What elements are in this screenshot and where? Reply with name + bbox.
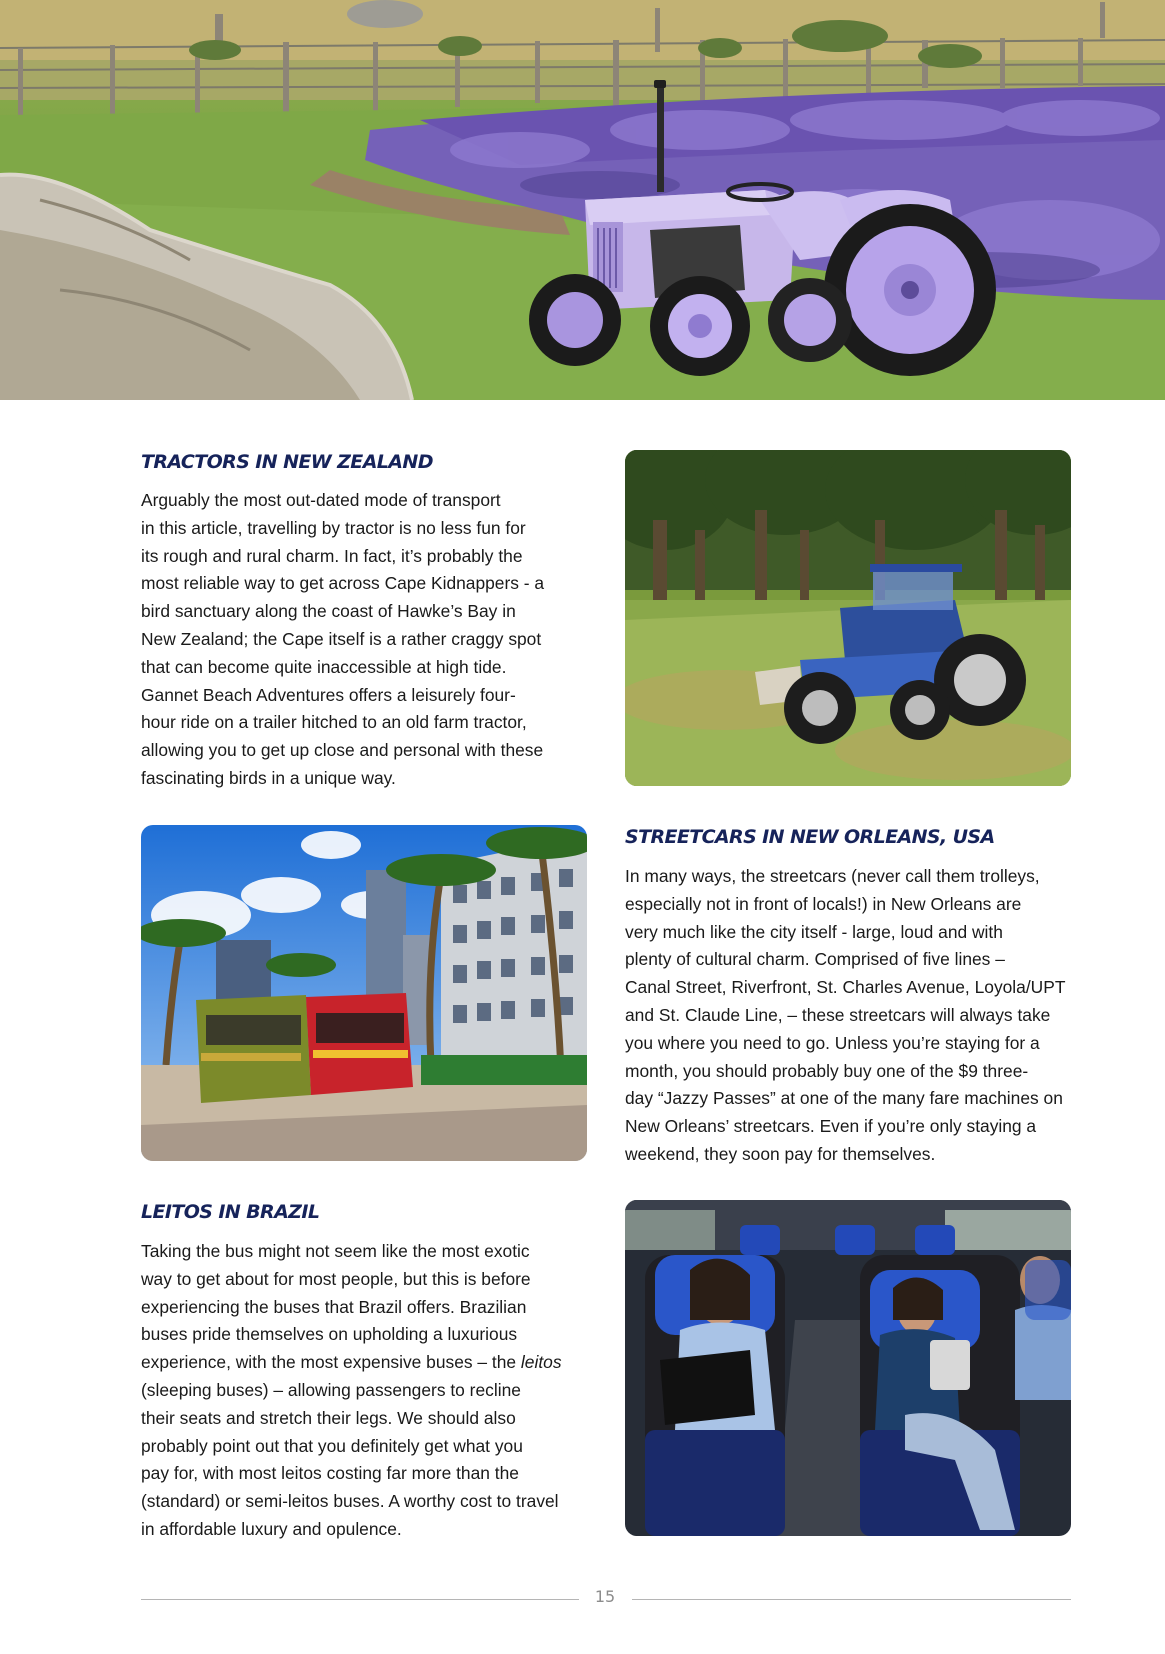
section-body-leitos	[141, 1238, 591, 1544]
text-line: probably point out that you definitely get what you	[141, 1435, 523, 1456]
text-line: you where you need to go. Unless you’re staying for a	[625, 1032, 1040, 1053]
text-run: experience, with the most expensive buses – the	[141, 1352, 521, 1373]
text-line: day “Jazzy Passes” at one of the many fare machines on	[625, 1088, 1063, 1109]
text-line: and St. Claude Line, – these streetcars will always take	[625, 1004, 1051, 1025]
section-body-streetcars	[625, 863, 1085, 1169]
text-line: allowing you to get up close and personal with these	[141, 740, 544, 761]
text-line: especially not in front of locals!) in New Orleans are	[625, 893, 1022, 914]
text-line: bird sanctuary along the coast of Hawke’s Bay in	[141, 601, 516, 622]
section-heading-streetcars: STREETCARS IN NEW ORLEANS, USA	[625, 826, 995, 848]
text-line: in affordable luxury and opulence.	[141, 1518, 402, 1539]
italic-term-leitos: leitos	[520, 1352, 562, 1373]
section-heading-leitos: LEITOS IN BRAZIL	[141, 1201, 320, 1223]
text-line: plenty of cultural charm. Comprised of five lines –	[625, 949, 1005, 970]
text-line: most reliable way to get across Cape Kidnappers - a	[141, 573, 545, 594]
text-line: New Zealand; the Cape itself is a rather craggy spot	[141, 628, 542, 649]
text-line: (sleeping buses) – allowing passengers to recline	[141, 1379, 521, 1400]
footer-divider-right	[632, 1599, 1071, 1600]
text-line: Taking the bus might not seem like the most exotic	[141, 1241, 530, 1261]
section-heading-tractors: TRACTORS IN NEW ZEALAND	[141, 451, 433, 473]
page-number: 15	[594, 1587, 616, 1606]
text-line: experiencing the buses that Brazil offers. Brazilian	[141, 1296, 527, 1317]
text-line: fascinating birds in a unique way.	[141, 767, 396, 788]
text-line: buses pride themselves on upholding a luxurious	[141, 1324, 518, 1345]
text-line: its rough and rural charm. In fact, it’s probably the	[141, 545, 523, 566]
section-body-tractors	[141, 487, 591, 793]
text-line: their seats and stretch their legs. We should also	[141, 1407, 516, 1428]
text-line: in this article, travelling by tractor is no less fun for	[141, 517, 526, 538]
photo-bus-passengers	[625, 1200, 1071, 1536]
photo-new-orleans-streetcars	[141, 825, 587, 1161]
text-line: Gannet Beach Adventures offers a leisurely four-	[141, 684, 516, 705]
text-line: very much like the city itself - large, loud and with	[625, 921, 1003, 942]
footer-divider-left	[141, 1599, 579, 1600]
text-line: that can become quite inaccessible at high tide.	[141, 656, 507, 677]
text-line: (standard) or semi-leitos buses. A worthy cost to travel	[141, 1491, 559, 1512]
text-line: way to get about for most people, but this is before	[141, 1268, 531, 1289]
text-line: In many ways, the streetcars (never call them trolleys,	[625, 866, 1040, 886]
text-line: Arguably the most out-dated mode of transport	[141, 490, 501, 510]
text-line: pay for, with most leitos costing far more than the	[141, 1463, 519, 1484]
text-line	[141, 1349, 591, 1377]
text-line: hour ride on a trailer hitched to an old farm tractor,	[141, 712, 527, 733]
text-line: weekend, they soon pay for themselves.	[625, 1143, 936, 1164]
hero-photo-lavender-tractor	[0, 0, 1165, 400]
text-line: month, you should probably buy one of the $9 three-	[625, 1060, 1029, 1081]
photo-blue-tractor	[625, 450, 1071, 786]
text-line: New Orleans’ streetcars. Even if you’re only staying a	[625, 1116, 1037, 1137]
text-line: Canal Street, Riverfront, St. Charles Avenue, Loyola/UPT	[625, 977, 1066, 998]
